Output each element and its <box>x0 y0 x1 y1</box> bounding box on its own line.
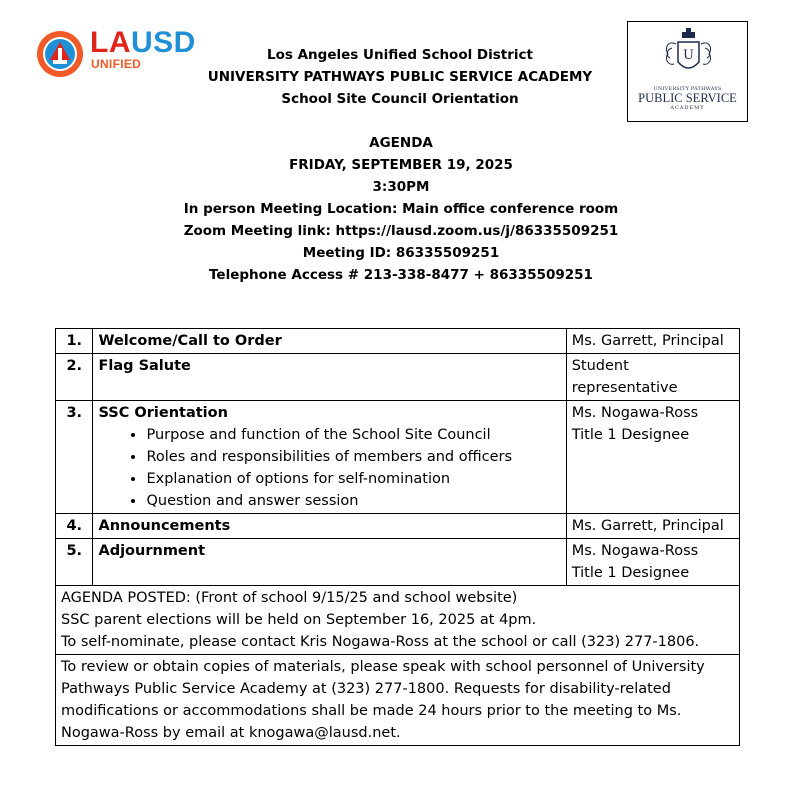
item-presenter <box>566 329 739 354</box>
presenter-line: Ms. Nogawa-Ross <box>571 543 699 559</box>
academy-logo-line2: PUBLIC SERVICE <box>638 91 737 105</box>
item-title: Welcome/Call to Order <box>98 333 282 349</box>
lausd-unified-label: UNIFIED <box>91 57 142 71</box>
topic-item: • Question and answer session <box>146 490 560 512</box>
agenda-row <box>56 514 740 539</box>
accessibility-row <box>56 655 740 746</box>
notes-row <box>56 586 740 655</box>
presenter-line: Ms. Garrett, Principal <box>571 518 724 534</box>
topic-item: • Roles and responsibilities of members and officers <box>146 446 560 468</box>
presenter-line: Student representative <box>571 358 678 396</box>
meeting-id: Meeting ID: 86335509251 <box>302 245 500 261</box>
accessibility-note: To review or obtain copies of materials, please speak with school personnel of University Pathways Public Service Academy at (323) 277-1800. Requests for disability-related modifications or accommodations shall be made 24 hours prior to the meeting to Ms. Nogawa-Ross by email at knogawa@lausd.net. <box>56 655 740 746</box>
academy-logo-line1: UNIVERSITY PATHWAYS <box>653 86 722 92</box>
wordmark-usd: USD <box>131 26 196 59</box>
agenda-row <box>56 401 740 514</box>
svg-text:U: U <box>683 48 694 63</box>
meeting-location: In person Meeting Location: Main office conference room <box>183 201 619 217</box>
meeting-date: FRIDAY, SEPTEMBER 19, 2025 <box>289 157 513 173</box>
agenda-row <box>56 329 740 354</box>
item-presenter <box>566 354 739 401</box>
item-title: Flag Salute <box>98 358 191 374</box>
agenda-table <box>55 328 740 746</box>
item-number: 5. <box>56 539 93 586</box>
orientation-topics <box>98 424 560 512</box>
presenter-line: Ms. Garrett, Principal <box>571 333 724 349</box>
item-presenter <box>566 514 739 539</box>
item-title: Announcements <box>98 518 231 534</box>
zoom-link[interactable]: Zoom Meeting link: https://lausd.zoom.us/j/86335509251 <box>183 223 619 239</box>
document-header <box>200 44 600 110</box>
lausd-seal-icon <box>36 30 84 78</box>
presenter-line: Ms. Nogawa-Ross <box>571 405 699 421</box>
topic-item: • Purpose and function of the School Site Council <box>146 424 560 446</box>
agenda-heading: AGENDA <box>369 135 433 151</box>
lausd-wordmark <box>90 26 196 60</box>
wordmark-la: LA <box>90 26 131 59</box>
school-name: UNIVERSITY PATHWAYS PUBLIC SERVICE ACADEMY <box>207 69 593 85</box>
posting-notes <box>56 586 740 655</box>
lausd-logo <box>36 26 222 82</box>
academy-crest-icon <box>628 22 749 86</box>
item-presenter <box>566 539 739 586</box>
meeting-title: School Site Council Orientation <box>281 91 519 107</box>
agenda-row <box>56 539 740 586</box>
item-number: 2. <box>56 354 93 401</box>
agenda-info <box>120 132 682 286</box>
note-line: AGENDA POSTED: (Front of school 9/15/25 and school website) <box>61 590 518 606</box>
note-line: SSC parent elections will be held on September 16, 2025 at 4pm. <box>61 612 537 628</box>
academy-logo <box>627 21 748 122</box>
telephone-access: Telephone Access # 213-338-8477 + 86335509251 <box>209 267 593 283</box>
topic-item: • Explanation of options for self-nomination <box>146 468 560 490</box>
presenter-line: Title 1 Designee <box>571 565 690 581</box>
meeting-time: 3:30PM <box>372 179 430 195</box>
academy-logo-line3: ACADEMY <box>670 105 705 111</box>
district-name: Los Angeles Unified School District <box>266 47 533 63</box>
item-title: SSC Orientation <box>98 405 228 421</box>
agenda-row <box>56 354 740 401</box>
presenter-line: Title 1 Designee <box>571 427 690 443</box>
item-number: 1. <box>56 329 93 354</box>
item-number: 3. <box>56 401 93 514</box>
item-title: Adjournment <box>98 543 206 559</box>
item-number: 4. <box>56 514 93 539</box>
note-line: To self-nominate, please contact Kris Nogawa-Ross at the school or call (323) 277-1806. <box>61 634 700 650</box>
item-presenter <box>566 401 739 514</box>
